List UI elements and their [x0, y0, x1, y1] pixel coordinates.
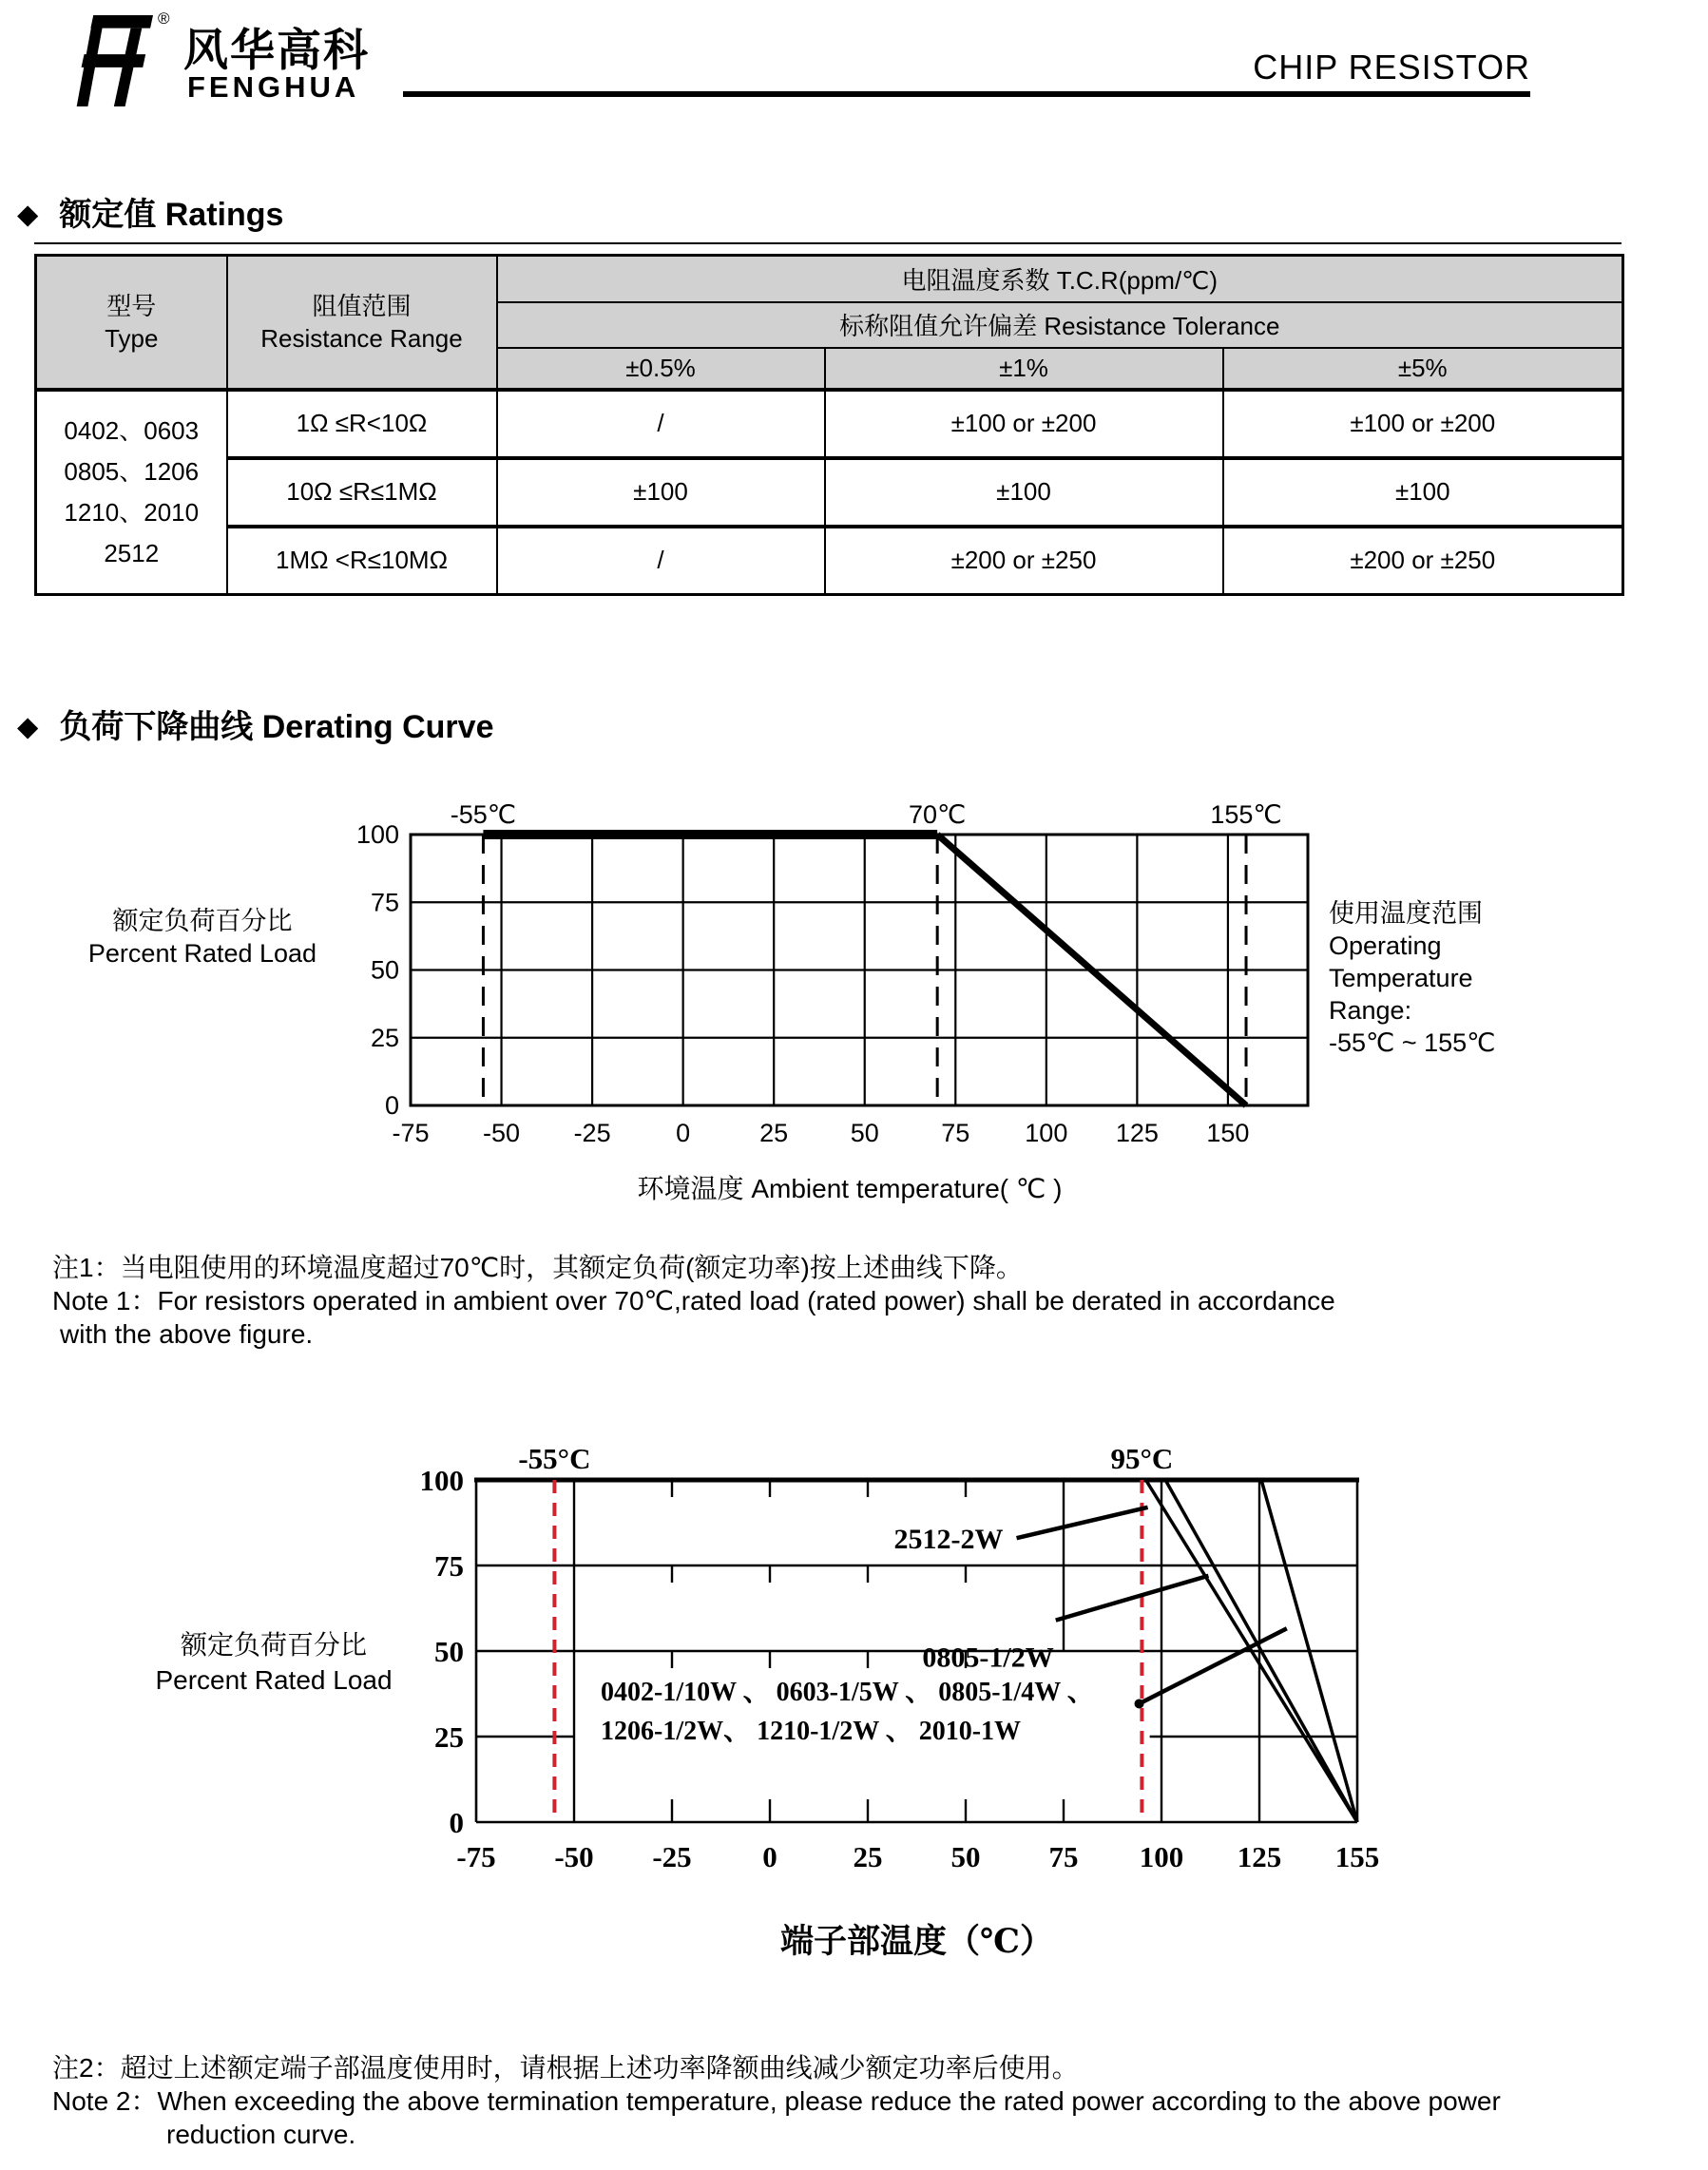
y-tick-label: 50 — [370, 955, 399, 985]
y-tick-label: 75 — [434, 1549, 464, 1583]
x-tick-label: -75 — [456, 1840, 496, 1873]
x-tick-label: 75 — [1048, 1840, 1079, 1873]
operating-range-note-line: Range: — [1329, 996, 1412, 1025]
x-tick-label: 155 — [1334, 1840, 1380, 1873]
y-tick-label: 25 — [370, 1023, 399, 1052]
callout-leader — [1017, 1507, 1148, 1538]
cell-type-list — [36, 390, 227, 595]
col-header-tol-05: ±0.5% — [497, 348, 825, 390]
cell-range: 1MΩ <R≤10MΩ — [227, 527, 497, 595]
callout-dot — [1135, 1699, 1144, 1708]
x-tick-label: -25 — [652, 1840, 692, 1873]
x-tick-label: -50 — [483, 1119, 521, 1147]
x-tick-label: 75 — [941, 1119, 970, 1147]
col-header-type-en: Type — [105, 323, 159, 353]
note-2 — [52, 2051, 1501, 2151]
section-title-derating: 负荷下降曲线 Derating Curve — [59, 709, 494, 745]
x-tick-label: -75 — [392, 1119, 430, 1147]
callout-leader — [1056, 1576, 1209, 1621]
diamond-bullet-icon: ◆ — [17, 200, 39, 230]
table-row — [36, 390, 1623, 458]
y-tick-label: 25 — [434, 1720, 464, 1754]
cell-range: 10Ω ≤R≤1MΩ — [227, 458, 497, 527]
operating-range-note-line: 使用温度范围 — [1329, 899, 1483, 928]
x-axis-title: 端子部温度（℃） — [780, 1923, 1053, 1960]
y-axis-title-line: Percent Rated Load — [155, 1665, 393, 1695]
temp-label: 155℃ — [1210, 800, 1282, 829]
col-header-range-en: Resistance Range — [260, 323, 463, 353]
cell-t5: ±100 or ±200 — [1223, 390, 1623, 458]
termination-derating-chart — [0, 1426, 1708, 1996]
table-row — [36, 458, 1623, 527]
col-header-tol-1: ±1% — [825, 348, 1223, 390]
section-title-ratings: 额定值 Ratings — [59, 197, 284, 233]
temp-label: 95°C — [1110, 1442, 1174, 1475]
y-tick-label: 75 — [370, 888, 399, 917]
x-tick-label: 50 — [850, 1119, 879, 1147]
x-axis-title: 环境温度 Ambient temperature( ℃ ) — [637, 1174, 1063, 1203]
callout-label: 0805-1/2W — [922, 1642, 1054, 1674]
y-tick-label: 0 — [384, 1091, 399, 1120]
col-header-type-cn: 型号 — [106, 291, 157, 320]
registered-mark: ® — [158, 10, 170, 28]
cell-t1: ±100 — [825, 458, 1223, 527]
x-tick-label: 0 — [676, 1119, 691, 1147]
col-header-range — [227, 256, 497, 390]
x-tick-label: 50 — [950, 1840, 981, 1873]
y-axis-title-line: Percent Rated Load — [87, 939, 317, 968]
type-line: 1210、2010 — [64, 497, 200, 527]
table-row — [36, 527, 1623, 595]
note-1 — [52, 1251, 1335, 1351]
callout-label: 2512-2W — [893, 1524, 1004, 1556]
operating-range-note-line: -55℃ ~ 155℃ — [1329, 1028, 1496, 1057]
table-top-rule — [34, 242, 1622, 244]
cell-t1: ±100 or ±200 — [825, 390, 1223, 458]
type-line: 0805、1206 — [64, 456, 200, 486]
x-tick-label: 125 — [1115, 1119, 1159, 1147]
header-rule — [403, 91, 1530, 97]
type-line: 2512 — [104, 538, 160, 567]
section-heading-derating — [17, 701, 494, 747]
col-header-tcr: 电阻温度系数 T.C.R(ppm/℃) — [497, 256, 1623, 302]
x-tick-label: 100 — [1025, 1119, 1068, 1147]
col-header-tol-5: ±5% — [1223, 348, 1623, 390]
ambient-derating-chart — [0, 789, 1708, 1231]
x-tick-label: 100 — [1139, 1840, 1184, 1873]
diamond-bullet-icon: ◆ — [17, 712, 39, 742]
type-line: 0402、0603 — [64, 415, 200, 445]
cell-t5: ±100 — [1223, 458, 1623, 527]
col-header-tolerance: 标称阻值允许偏差 Resistance Tolerance — [497, 302, 1623, 348]
temp-label: -55°C — [518, 1442, 591, 1475]
x-tick-label: 125 — [1237, 1840, 1282, 1873]
operating-range-note-line: Temperature — [1329, 964, 1473, 992]
cell-range: 1Ω ≤R<10Ω — [227, 390, 497, 458]
note-1-line-en: Note 1：For resistors operated in ambient over 70℃,rated load (rated power) shall be derated in accordance — [52, 1286, 1335, 1315]
group-annotation-line: 0402-1/10W 、 0603-1/5W 、 0805-1/4W 、 — [601, 1678, 1094, 1707]
ratings-table-wrap — [34, 254, 1624, 596]
cell-t05: / — [497, 390, 825, 458]
operating-range-note-line: Operating — [1329, 931, 1442, 960]
y-tick-label: 0 — [449, 1806, 464, 1839]
x-tick-label: -25 — [573, 1119, 611, 1147]
col-header-range-cn: 阻值范围 — [312, 291, 412, 320]
brand-name-en: FENGHUA — [187, 70, 360, 104]
brand-name-cn: 风华高科 — [183, 25, 370, 75]
y-axis-title-line: 额定负荷百分比 — [180, 1630, 368, 1660]
y-tick-label: 100 — [355, 820, 399, 849]
temp-label: -55℃ — [450, 800, 517, 829]
col-header-type — [36, 256, 227, 390]
ratings-table — [34, 254, 1624, 596]
x-tick-label: 0 — [762, 1840, 777, 1873]
y-tick-label: 50 — [434, 1635, 464, 1668]
x-tick-label: 150 — [1206, 1119, 1250, 1147]
fenghua-logo-icon — [55, 13, 160, 106]
cell-t1: ±200 or ±250 — [825, 527, 1223, 595]
x-tick-label: -50 — [554, 1840, 594, 1873]
cell-t05: / — [497, 527, 825, 595]
x-tick-label: 25 — [853, 1840, 883, 1873]
x-tick-label: 25 — [759, 1119, 789, 1147]
note-2-line-en: Note 2：When exceeding the above termination temperature, please reduce the rated power according to the above power — [52, 2086, 1501, 2116]
note-1-line-en2: with the above figure. — [60, 1319, 314, 1349]
page-title: CHIP RESISTOR — [1253, 48, 1530, 86]
note-2-line-en2: reduction curve. — [166, 2120, 356, 2149]
y-tick-label: 100 — [419, 1464, 464, 1497]
note-2-line-cn: 注2：超过上述额定端子部温度使用时，请根据上述功率降额曲线减少额定功率后使用。 — [52, 2053, 1079, 2083]
note-1-line-cn: 注1：当电阻使用的环境温度超过70℃时，其额定负荷(额定功率)按上述曲线下降。 — [52, 1253, 1023, 1282]
y-axis-title-line: 额定负荷百分比 — [112, 907, 293, 935]
section-heading-ratings — [17, 188, 283, 235]
group-annotation-line: 1206-1/2W、 1210-1/2W 、 2010-1W — [601, 1717, 1022, 1746]
temp-label: 70℃ — [908, 800, 967, 829]
cell-t5: ±200 or ±250 — [1223, 527, 1623, 595]
cell-t05: ±100 — [497, 458, 825, 527]
